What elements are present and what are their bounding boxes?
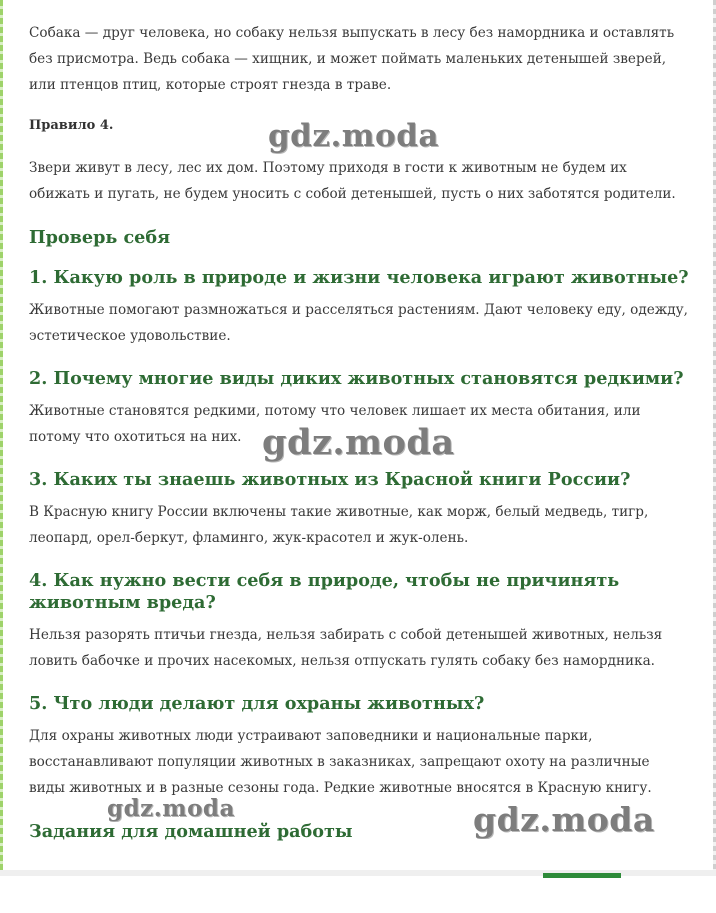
watermark-logo: gdz.moda	[262, 422, 455, 463]
bottom-bar	[0, 876, 716, 913]
watermark-logo: gdz.moda	[473, 800, 655, 839]
left-decorative-border	[0, 0, 3, 913]
question-5-answer: Для охраны животных люди устраивают заповедники и национальные парки, восстанавливают популяции животных в заказниках, запрещают охоту на различные виды животных и в разные сезоны года. Редкие животные вносятся в Красную книгу.	[29, 728, 652, 796]
check-yourself-heading: Проверь себя	[29, 227, 171, 248]
question-1-answer: Животные помогают размножаться и расселяться растениям. Дают человеку еду, одежду, эстетическое удовольствие.	[29, 302, 688, 344]
question-2-title: 2. Почему многие виды диких животных становятся редкими?	[29, 368, 684, 389]
question-3-title: 3. Каких ты знаешь животных из Красной книги России?	[29, 469, 631, 490]
question-4-answer: Нельзя разорять птичьи гнезда, нельзя забирать с собой детенышей животных, нельзя ловить бабочке и прочих насекомых, нельзя отпускать гулять собаку без намордника.	[29, 627, 663, 669]
next-button[interactable]	[543, 873, 621, 878]
watermark-logo: gdz.moda	[107, 795, 235, 822]
question-3-answer: В Красную книгу России включены такие животные, как морж, белый медведь, тигр, леопард, орел-беркут, фламинго, жук-красотел и жук-олень.	[29, 504, 649, 546]
question-2-answer: Животные становятся редкими, потому что человек лишает их места обитания, или потому что охотиться на них.	[29, 403, 641, 445]
rule-paragraph: Звери живут в лесу, лес их дом. Поэтому приходя в гости к животным не будем их обижать и пугать, не будем уносить с собой детенышей, пусть о них заботятся родители.	[29, 160, 676, 202]
question-4-title: 4. Как нужно вести себя в природе, чтобы не причинять животным вреда?	[29, 570, 620, 613]
rule-label: Правило 4.	[29, 118, 114, 133]
intro-paragraph: Собака — друг человека, но собаку нельзя выпускать в лесу без намордника и оставлять без присмотра. Ведь собака — хищник, и может поймать маленьких детенышей зверей, или птенцов птиц, которые строят гнезда в траве.	[29, 25, 675, 93]
question-1-title: 1. Какую роль в природе и жизни человека играют животные?	[29, 267, 689, 288]
homework-heading: Задания для домашней работы	[29, 821, 353, 842]
question-5-title: 5. Что люди делают для охраны животных?	[29, 693, 485, 714]
watermark-logo: gdz.moda	[268, 118, 439, 154]
